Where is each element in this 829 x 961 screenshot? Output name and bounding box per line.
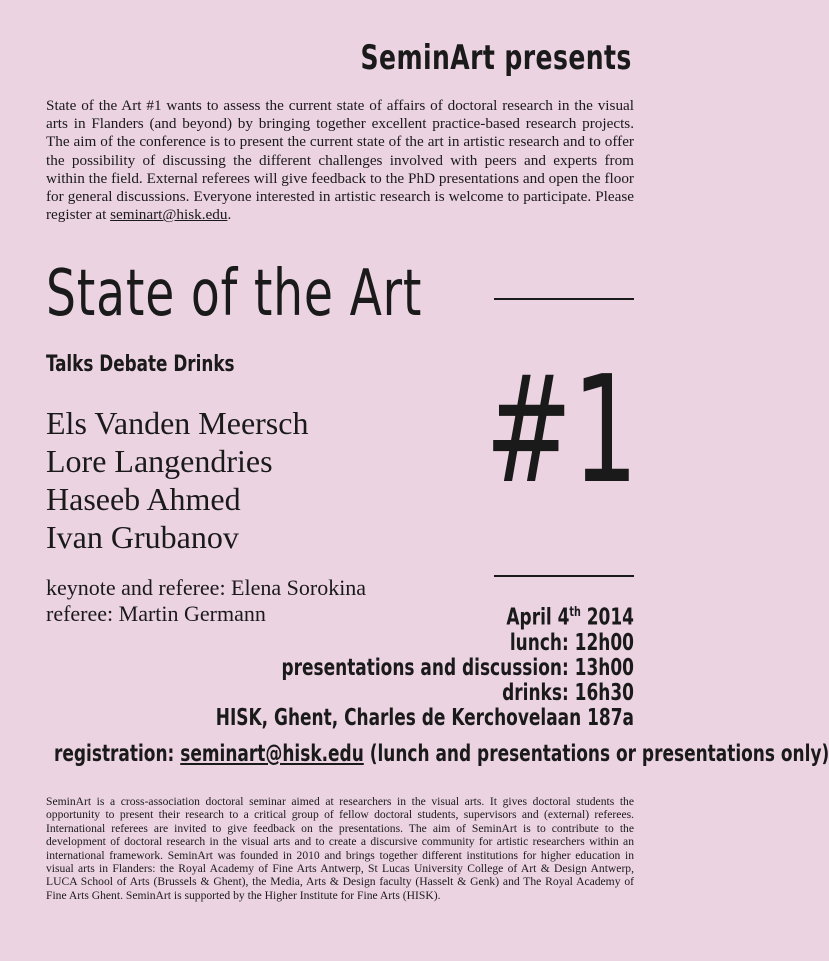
- event-venue: HISK, Ghent, Charles de Kerchovelaan 187a: [215, 704, 634, 731]
- referee-item: referee: Martin Germann: [46, 601, 266, 626]
- event-lunch: lunch: 12h00: [509, 629, 634, 656]
- speaker-item: Haseeb Ahmed: [46, 481, 241, 517]
- divider-top: [494, 298, 634, 300]
- registration-label: registration:: [54, 741, 181, 767]
- subtitle: Talks Debate Drinks: [46, 352, 235, 377]
- date-year: 2014: [580, 604, 634, 631]
- speaker-item: Els Vanden Meersch: [46, 405, 309, 441]
- date-day: April 4: [506, 604, 570, 631]
- footer-paragraph: SeminArt is a cross-association doctoral seminar aimed at researchers in the visual arts. It gives doctoral students the opportunity to present their research to a critical group of fellow doctoral students, supervisors and (external) referees. International referees are invited to give feedback on the presentations. The aim of SeminArt is to contribute to the development of doctoral research in the visual arts and to create a discursive community for artistic researchers within an international framework. SeminArt was founded in 2010 and brings together different institutions for higher education in visual arts in Flanders: the Royal Academy of Fine Arts Antwerp, St Lucas University College of Art & Design Antwerp, LUCA School of Arts (Brussels & Ghent), the Media, Arts & Design faculty (Hasselt & Genk) and The Royal Academy of Fine Arts Ghent. SeminArt is supported by the Higher Institute for Fine Arts (HISK).: [46, 795, 634, 902]
- event-presentations: presentations and discussion: 13h00: [281, 654, 634, 681]
- intro-end: .: [227, 206, 232, 224]
- registration-email-link[interactable]: seminart@hisk.edu: [180, 741, 364, 767]
- divider-bottom: [494, 575, 634, 577]
- referee-keynote: keynote and referee: Elena Sorokina: [46, 575, 367, 600]
- intro-text: State of the Art #1 wants to assess the current state of affairs of doctoral research in the visual arts in Flanders (and beyond) by bringing together excellent practice-based research projects. The aim of the conference is to present the current state of the art in artistic research and to offer the possibility of discussing the different challenges involved with peers and experts from within the field. External referees will give feedback to the PhD presentations and open the floor for general discussions. Everyone interested in artistic research is welcome to participate. Please register at: [46, 97, 634, 224]
- speaker-item: Ivan Grubanov: [46, 519, 239, 555]
- edition-number: #1: [484, 344, 638, 516]
- event-drinks: drinks: 16h30: [502, 679, 634, 706]
- registration-note: (lunch and presentations or presentations only): [363, 741, 829, 767]
- header-presents: SeminArt presents: [360, 38, 632, 78]
- event-date: [216, 600, 634, 631]
- event-details: [124, 600, 634, 731]
- speaker-list: [46, 404, 308, 556]
- page-title: State of the Art: [46, 257, 423, 331]
- date-suffix: th: [569, 605, 581, 620]
- registration-line: [54, 741, 829, 767]
- intro-paragraph: [46, 97, 634, 224]
- speaker-item: Lore Langendries: [46, 443, 273, 479]
- intro-email-link[interactable]: seminart@hisk.edu: [110, 206, 228, 224]
